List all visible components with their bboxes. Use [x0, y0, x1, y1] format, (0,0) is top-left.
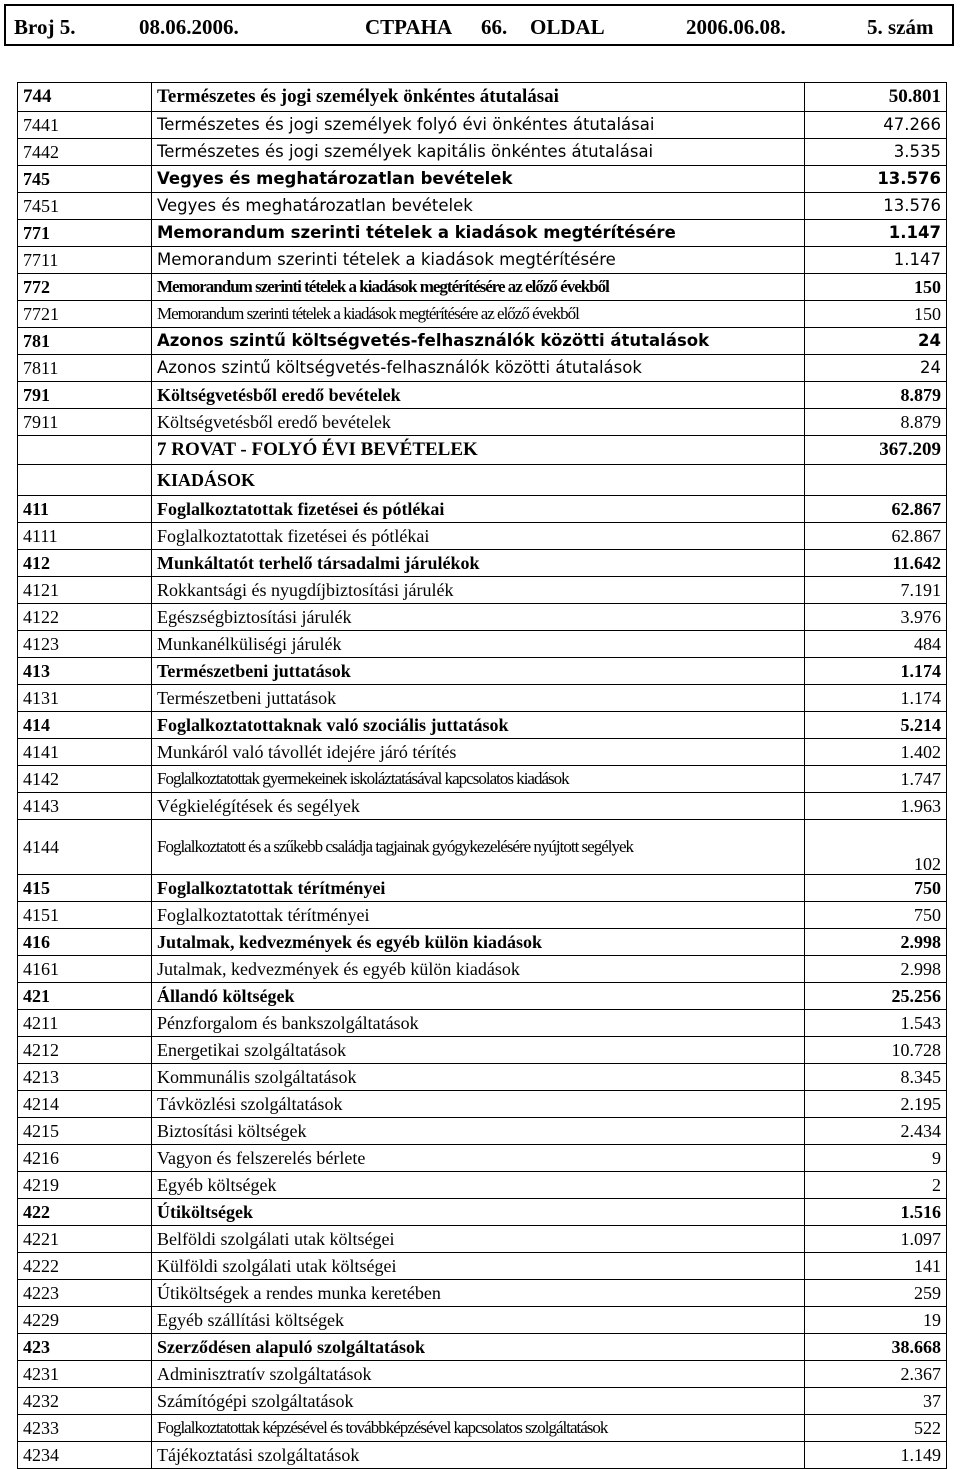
- account-code: 4233: [18, 1415, 152, 1442]
- account-code: 416: [18, 929, 152, 956]
- account-amount: 1.174: [805, 658, 947, 685]
- account-code: 4143: [18, 793, 152, 820]
- section-heading: KIADÁSOK: [152, 465, 805, 496]
- header-strana: CTPAHA: [365, 15, 453, 39]
- table-row: [18, 523, 947, 550]
- account-label: Foglalkoztatottak fizetései és pótlékai: [152, 523, 805, 550]
- account-code: 4231: [18, 1361, 152, 1388]
- table-row: [18, 328, 947, 355]
- table-row: [18, 1334, 947, 1361]
- account-amount: 13.576: [805, 166, 947, 193]
- table-row: [18, 193, 947, 220]
- account-code: [18, 436, 152, 465]
- header-date-1: 08.06.2006.: [139, 15, 239, 39]
- account-label: Útiköltségek: [152, 1199, 805, 1226]
- account-code: 4216: [18, 1145, 152, 1172]
- account-code: 4131: [18, 685, 152, 712]
- account-amount: 10.728: [805, 1037, 947, 1064]
- account-label: Foglalkoztatottak képzésével és továbbképzésével kapcsolatos szolgáltatások: [152, 1415, 805, 1442]
- table-row: [18, 166, 947, 193]
- account-amount: 1.149: [805, 1442, 947, 1469]
- account-code: 7441: [18, 112, 152, 139]
- account-label: Szerződésen alapuló szolgáltatások: [152, 1334, 805, 1361]
- account-code: 415: [18, 875, 152, 902]
- account-code: 4223: [18, 1280, 152, 1307]
- account-label: Tájékoztatási szolgáltatások: [152, 1442, 805, 1469]
- account-amount: 2: [805, 1172, 947, 1199]
- table-row: [18, 793, 947, 820]
- account-label: Pénzforgalom és bankszolgáltatások: [152, 1010, 805, 1037]
- section-heading-row: [18, 465, 947, 496]
- account-label: Rokkantsági és nyugdíjbiztosítási járulék: [152, 577, 805, 604]
- account-label: Költségvetésből eredő bevételek: [152, 409, 805, 436]
- account-code: 744: [18, 83, 152, 112]
- account-label: Memorandum szerinti tételek a kiadások megtérítésére: [152, 220, 805, 247]
- account-code: 423: [18, 1334, 152, 1361]
- account-label: Foglalkoztatott és a szűkebb családja tagjainak gyógykezelésére nyújtott segélyek: [152, 820, 805, 875]
- header-broj: Broj 5.: [14, 15, 76, 39]
- account-code: 4234: [18, 1442, 152, 1469]
- account-code: 781: [18, 328, 152, 355]
- account-code: 771: [18, 220, 152, 247]
- account-label: Természetbeni juttatások: [152, 658, 805, 685]
- account-label: Jutalmak, kedvezmények és egyéb külön kiadások: [152, 929, 805, 956]
- account-amount: 3.535: [805, 139, 947, 166]
- account-amount: 150: [805, 301, 947, 328]
- account-code: 7721: [18, 301, 152, 328]
- account-amount: 150: [805, 274, 947, 301]
- account-code: 4213: [18, 1064, 152, 1091]
- header-szam: 5. szám: [867, 15, 934, 39]
- account-amount: 3.976: [805, 604, 947, 631]
- account-amount: 102: [805, 820, 947, 875]
- account-amount: 1.516: [805, 1199, 947, 1226]
- table-row: [18, 929, 947, 956]
- table-row: [18, 1280, 947, 1307]
- account-label: Egyéb költségek: [152, 1172, 805, 1199]
- account-amount: 1.097: [805, 1226, 947, 1253]
- account-code: 791: [18, 382, 152, 409]
- account-code: 745: [18, 166, 152, 193]
- table-row: [18, 1442, 947, 1469]
- table-row: [18, 1091, 947, 1118]
- account-code: 4151: [18, 902, 152, 929]
- account-label: Távközlési szolgáltatások: [152, 1091, 805, 1118]
- account-code: 7811: [18, 355, 152, 382]
- account-amount: 750: [805, 875, 947, 902]
- account-amount: 7.191: [805, 577, 947, 604]
- account-amount: [805, 465, 947, 496]
- account-code: 4219: [18, 1172, 152, 1199]
- table-row: [18, 1064, 947, 1091]
- account-amount: 2.195: [805, 1091, 947, 1118]
- account-amount: 62.867: [805, 523, 947, 550]
- account-label: Külföldi szolgálati utak költségei: [152, 1253, 805, 1280]
- account-label: Egészségbiztosítási járulék: [152, 604, 805, 631]
- account-code: 4141: [18, 739, 152, 766]
- account-amount: 8.879: [805, 382, 947, 409]
- account-amount: 1.747: [805, 766, 947, 793]
- table-row: [18, 766, 947, 793]
- account-label: Állandó költségek: [152, 983, 805, 1010]
- account-label: Adminisztratív szolgáltatások: [152, 1361, 805, 1388]
- table-row: [18, 902, 947, 929]
- account-amount: 38.668: [805, 1334, 947, 1361]
- account-amount: 25.256: [805, 983, 947, 1010]
- account-amount: 141: [805, 1253, 947, 1280]
- account-label: Foglalkoztatottak fizetései és pótlékai: [152, 496, 805, 523]
- account-amount: 47.266: [805, 112, 947, 139]
- account-label: Energetikai szolgáltatások: [152, 1037, 805, 1064]
- account-label: Azonos szintű költségvetés-felhasználók közötti átutalások: [152, 355, 805, 382]
- account-amount: 2.434: [805, 1118, 947, 1145]
- table-row: [18, 956, 947, 983]
- account-amount: 13.576: [805, 193, 947, 220]
- account-amount: 2.998: [805, 956, 947, 983]
- account-code: 4221: [18, 1226, 152, 1253]
- account-label: Vegyes és meghatározatlan bevételek: [152, 166, 805, 193]
- account-code: 7711: [18, 247, 152, 274]
- account-label: Munkanélküliségi járulék: [152, 631, 805, 658]
- account-label: Munkáról való távollét idejére járó térítés: [152, 739, 805, 766]
- header-page-number: 66.: [481, 15, 508, 39]
- account-amount: 24: [805, 328, 947, 355]
- account-code: 4212: [18, 1037, 152, 1064]
- total-label: 7 ROVAT - FOLYÓ ÉVI BEVÉTELEK: [152, 436, 805, 465]
- account-amount: 2.998: [805, 929, 947, 956]
- account-code: 4122: [18, 604, 152, 631]
- account-label: Memorandum szerinti tételek a kiadások megtérítésére az előző évekből: [152, 301, 805, 328]
- table-row: [18, 355, 947, 382]
- table-row: [18, 712, 947, 739]
- account-code: 413: [18, 658, 152, 685]
- table-row: [18, 1010, 947, 1037]
- header-oldal: OLDAL: [530, 15, 605, 39]
- account-code: 4222: [18, 1253, 152, 1280]
- account-code: 412: [18, 550, 152, 577]
- account-amount: 522: [805, 1415, 947, 1442]
- table-row: [18, 1226, 947, 1253]
- table-row: [18, 577, 947, 604]
- account-label: Költségvetésből eredő bevételek: [152, 382, 805, 409]
- account-label: Számítógépi szolgáltatások: [152, 1388, 805, 1415]
- table-row: [18, 496, 947, 523]
- account-code: 4123: [18, 631, 152, 658]
- table-row: [18, 274, 947, 301]
- account-code: 422: [18, 1199, 152, 1226]
- account-label: Vegyes és meghatározatlan bevételek: [152, 193, 805, 220]
- account-code: 7911: [18, 409, 152, 436]
- table-row: [18, 658, 947, 685]
- account-label: Foglalkoztatottaknak való szociális juttatások: [152, 712, 805, 739]
- table-row: [18, 550, 947, 577]
- account-amount: 1.147: [805, 247, 947, 274]
- table-row: [18, 1388, 947, 1415]
- account-label: Munkáltatót terhelő társadalmi járulékok: [152, 550, 805, 577]
- account-code: 4232: [18, 1388, 152, 1415]
- account-code: 4229: [18, 1307, 152, 1334]
- account-amount: 1.963: [805, 793, 947, 820]
- account-code: [18, 465, 152, 496]
- account-amount: 50.801: [805, 83, 947, 112]
- table-row: [18, 875, 947, 902]
- account-code: 4144: [18, 820, 152, 875]
- account-amount: 1.402: [805, 739, 947, 766]
- table-row: [18, 739, 947, 766]
- table-row: [18, 604, 947, 631]
- table-row: [18, 820, 947, 875]
- table-row: [18, 1172, 947, 1199]
- account-label: Biztosítási költségek: [152, 1118, 805, 1145]
- account-amount: 1.543: [805, 1010, 947, 1037]
- account-amount: 24: [805, 355, 947, 382]
- account-label: Természetbeni juttatások: [152, 685, 805, 712]
- account-code: 414: [18, 712, 152, 739]
- table-row: [18, 247, 947, 274]
- account-label: Foglalkoztatottak gyermekeinek iskoláztatásával kapcsolatos kiadások: [152, 766, 805, 793]
- account-label: Azonos szintű költségvetés-felhasználók közötti átutalások: [152, 328, 805, 355]
- table-row-total: [18, 436, 947, 465]
- account-amount: 11.642: [805, 550, 947, 577]
- account-label: Jutalmak, kedvezmények és egyéb külön kiadások: [152, 956, 805, 983]
- account-amount: 2.367: [805, 1361, 947, 1388]
- table-row: [18, 1415, 947, 1442]
- page-header: [4, 4, 954, 46]
- account-code: 4142: [18, 766, 152, 793]
- account-code: 7451: [18, 193, 152, 220]
- account-label: Természetes és jogi személyek önkéntes átutalásai: [152, 83, 805, 112]
- account-code: 4211: [18, 1010, 152, 1037]
- account-label: Memorandum szerinti tételek a kiadások megtérítésére: [152, 247, 805, 274]
- account-amount: 9: [805, 1145, 947, 1172]
- account-label: Útiköltségek a rendes munka keretében: [152, 1280, 805, 1307]
- account-amount: 484: [805, 631, 947, 658]
- account-code: 4121: [18, 577, 152, 604]
- account-label: Belföldi szolgálati utak költségei: [152, 1226, 805, 1253]
- account-code: 421: [18, 983, 152, 1010]
- table-row: [18, 112, 947, 139]
- account-code: 772: [18, 274, 152, 301]
- table-row: [18, 220, 947, 247]
- table-row: [18, 1145, 947, 1172]
- table-row: [18, 1037, 947, 1064]
- account-amount: 19: [805, 1307, 947, 1334]
- account-label: Egyéb szállítási költségek: [152, 1307, 805, 1334]
- account-label: Foglalkoztatottak térítményei: [152, 875, 805, 902]
- table-row: [18, 1199, 947, 1226]
- account-amount: 1.147: [805, 220, 947, 247]
- table-row: [18, 83, 947, 112]
- account-amount: 259: [805, 1280, 947, 1307]
- table-row: [18, 983, 947, 1010]
- account-code: 7442: [18, 139, 152, 166]
- table-row: [18, 139, 947, 166]
- account-amount: 8.879: [805, 409, 947, 436]
- account-amount: 8.345: [805, 1064, 947, 1091]
- table-row: [18, 382, 947, 409]
- account-label: Természetes és jogi személyek kapitális önkéntes átutalásai: [152, 139, 805, 166]
- table-row: [18, 685, 947, 712]
- table-row: [18, 1118, 947, 1145]
- account-amount: 37: [805, 1388, 947, 1415]
- account-label: Végkielégítések és segélyek: [152, 793, 805, 820]
- account-label: Memorandum szerinti tételek a kiadások megtérítésére az előző évekből: [152, 274, 805, 301]
- table-row: [18, 1253, 947, 1280]
- table-row: [18, 301, 947, 328]
- account-amount: 750: [805, 902, 947, 929]
- account-code: 4215: [18, 1118, 152, 1145]
- account-code: 4214: [18, 1091, 152, 1118]
- table-row: [18, 631, 947, 658]
- table-row: [18, 1307, 947, 1334]
- account-label: Kommunális szolgáltatások: [152, 1064, 805, 1091]
- account-amount: 62.867: [805, 496, 947, 523]
- account-label: Foglalkoztatottak térítményei: [152, 902, 805, 929]
- account-label: Vagyon és felszerelés bérlete: [152, 1145, 805, 1172]
- account-code: 4111: [18, 523, 152, 550]
- account-code: 4161: [18, 956, 152, 983]
- table-row: [18, 409, 947, 436]
- account-amount: 1.174: [805, 685, 947, 712]
- account-code: 411: [18, 496, 152, 523]
- table-row: [18, 1361, 947, 1388]
- header-date-2: 2006.06.08.: [686, 15, 786, 39]
- budget-table: [17, 82, 947, 1469]
- total-amount: 367.209: [805, 436, 947, 465]
- account-label: Természetes és jogi személyek folyó évi önkéntes átutalásai: [152, 112, 805, 139]
- account-amount: 5.214: [805, 712, 947, 739]
